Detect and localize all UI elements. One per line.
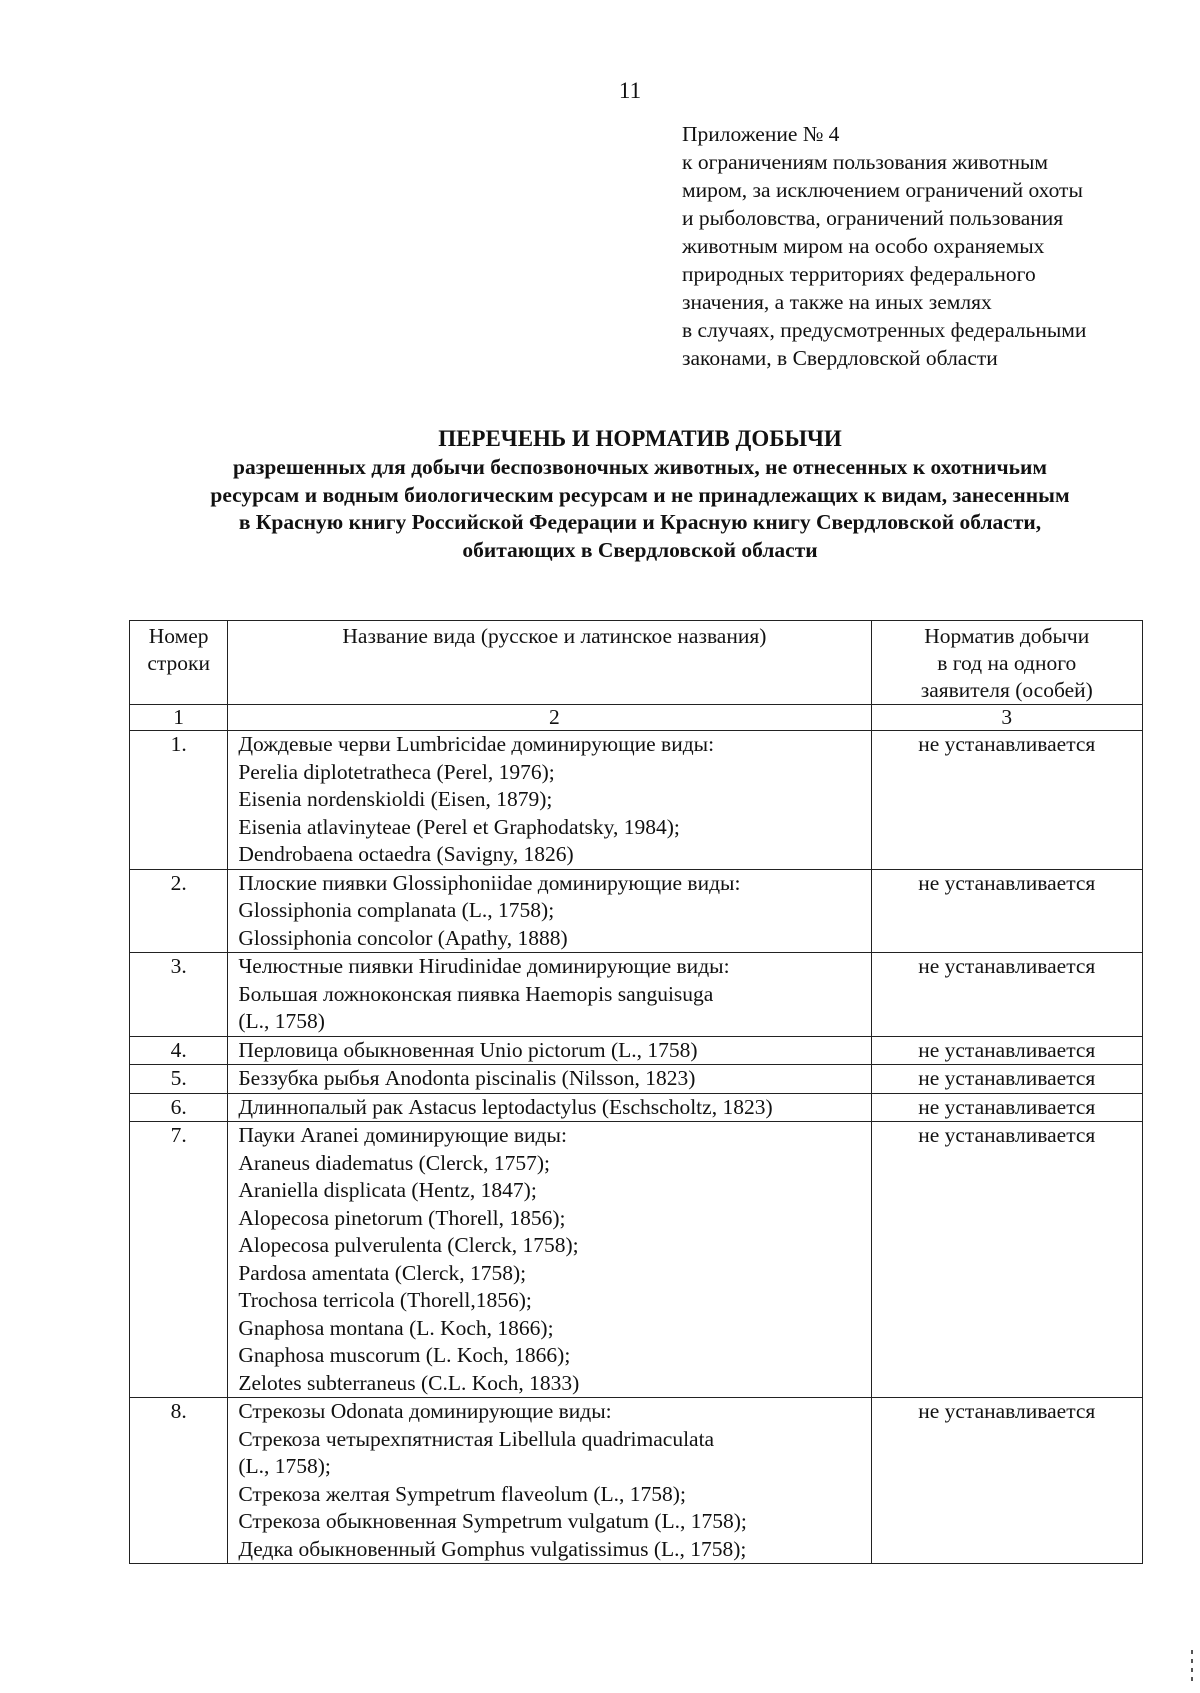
species-line: Плоские пиявки Glossiphoniidae доминирующие виды: — [238, 870, 741, 895]
page-number: 11 — [618, 78, 642, 103]
species-line: (L., 1758) — [238, 1009, 325, 1033]
norm-cell — [871, 953, 1142, 1037]
row-number-cell — [130, 869, 228, 953]
header-line: строки — [147, 651, 210, 675]
subtitle-line: разрешенных для добычи беспозвоночных животных, не отнесенных к охотничьим — [233, 455, 1047, 479]
species-line: Zelotes subterraneus (C.L. Koch, 1833) — [238, 1370, 580, 1395]
row-number-cell — [130, 731, 228, 870]
appendix-line: Приложение № 4 — [682, 122, 840, 146]
species-line: Eisenia nordenskioldi (Eisen, 1879); — [238, 787, 553, 811]
species-line: Pardosa amentata (Clerck, 1758); — [238, 1260, 527, 1285]
species-name-cell — [228, 953, 871, 1037]
norm-value: не устанавливается — [918, 732, 1096, 756]
header-cell-col1 — [130, 621, 228, 705]
species-line: Пауки Aranei доминирующие виды: — [238, 1123, 567, 1147]
table-header-row — [130, 621, 1143, 705]
species-line: Стрекоза четырехпятнистая Libellula quadrimaculata — [238, 1426, 715, 1451]
row-number: 8. — [170, 1399, 187, 1423]
row-number-cell — [130, 1093, 228, 1122]
scan-edge-marks — [1191, 1650, 1194, 1690]
norm-cell — [871, 731, 1142, 870]
norm-value: не устанавливается — [918, 1123, 1096, 1147]
column-number-cell: 3 — [871, 705, 1142, 731]
species-line: (L., 1758); — [238, 1454, 331, 1478]
norm-value: не устанавливается — [918, 1094, 1096, 1119]
row-number: 1. — [170, 732, 187, 756]
species-line: Gnaphosa muscorum (L. Koch, 1866); — [238, 1343, 571, 1367]
norm-cell — [871, 869, 1142, 953]
species-name-cell — [228, 1065, 871, 1094]
appendix-line: в случаях, предусмотренных федеральными — [682, 318, 1087, 342]
species-line: Большая ложноконская пиявка Haemopis sanguisuga — [238, 981, 714, 1006]
appendix-line: миром, за исключением ограничений охоты — [682, 178, 1083, 202]
document-subtitle — [110, 454, 1170, 564]
row-number: 6. — [170, 1094, 187, 1119]
header-line: в год на одного — [937, 651, 1077, 675]
species-line: Alopecosa pinetorum (Thorell, 1856); — [238, 1205, 566, 1230]
appendix-line: природных территориях федерального — [682, 262, 1036, 286]
species-line: Alopecosa pulverulenta (Clerck, 1758); — [238, 1233, 579, 1257]
norm-value: не устанавливается — [918, 1037, 1096, 1062]
species-line: Trochosa terricola (Thorell,1856); — [238, 1288, 532, 1312]
species-line: Дождевые черви Lumbricidae доминирующие виды: — [238, 732, 715, 756]
table-row — [130, 869, 1143, 953]
species-name-cell — [228, 731, 871, 870]
table-row — [130, 731, 1143, 870]
appendix-line: законами, в Свердловской области — [682, 346, 998, 370]
header-cell-col3 — [871, 621, 1142, 705]
appendix-line: животным миром на особо охраняемых — [682, 234, 1045, 258]
appendix-line: и рыболовства, ограничений пользования — [682, 206, 1064, 230]
row-number-cell — [130, 1398, 228, 1564]
norm-cell — [871, 1036, 1142, 1065]
column-number-cell: 1 — [130, 705, 228, 731]
subtitle-line: в Красную книгу Российской Федерации и Красную книгу Свердловской области, — [238, 510, 1042, 534]
row-number: 3. — [170, 954, 187, 978]
table-row — [130, 1398, 1143, 1564]
header-line: Номер — [148, 624, 209, 648]
species-line: Araniella displicata (Hentz, 1847); — [238, 1178, 537, 1202]
species-line: Дедка обыкновенный Gomphus vulgatissimus (L., 1758); — [238, 1536, 747, 1561]
table-row — [130, 1065, 1143, 1094]
norm-cell — [871, 1398, 1142, 1564]
species-line: Перловица обыкновенная Unio pictorum (L., 1758) — [238, 1037, 698, 1062]
norm-value: не устанавливается — [918, 1066, 1096, 1090]
row-number: 7. — [170, 1123, 187, 1147]
table-row — [130, 1093, 1143, 1122]
table-row — [130, 953, 1143, 1037]
species-line: Челюстные пиявки Hirudinidae доминирующие виды: — [238, 954, 730, 978]
appendix-line: значения, а также на иных землях — [682, 290, 992, 314]
document-title-block — [110, 424, 1170, 564]
norm-cell — [871, 1093, 1142, 1122]
header-line: Название вида (русское и латинское названия) — [342, 624, 767, 648]
species-line: Perelia diplotetratheca (Perel, 1976); — [238, 759, 555, 784]
species-line: Araneus diadematus (Clerck, 1757); — [238, 1150, 550, 1175]
row-number-cell — [130, 953, 228, 1037]
appendix-line: к ограничениям пользования животным — [682, 150, 1049, 174]
norm-cell — [871, 1122, 1142, 1398]
species-line: Glossiphonia complanata (L., 1758); — [238, 898, 555, 922]
species-name-cell — [228, 1122, 871, 1398]
header-line: заявителя (особей) — [920, 678, 1093, 702]
species-line: Стрекоза желтая Sympetrum flaveolum (L., 1758); — [238, 1481, 686, 1506]
norm-value: не устанавливается — [918, 870, 1096, 895]
species-name-cell — [228, 1398, 871, 1564]
species-table — [129, 620, 1143, 1564]
column-number-cell: 2 — [228, 705, 871, 731]
species-name-cell — [228, 869, 871, 953]
species-line: Gnaphosa montana (L. Koch, 1866); — [238, 1315, 554, 1340]
species-line: Dendrobaena octaedra (Savigny, 1826) — [238, 842, 574, 866]
row-number-cell — [130, 1122, 228, 1398]
species-name-cell — [228, 1036, 871, 1065]
species-name-cell — [228, 1093, 871, 1122]
species-line: Glossiphonia concolor (Apathy, 1888) — [238, 925, 568, 950]
species-line: Стрекоза обыкновенная Sympetrum vulgatum (L., 1758); — [238, 1509, 747, 1533]
subtitle-line: обитающих в Свердловской области — [462, 537, 818, 562]
row-number-cell — [130, 1036, 228, 1065]
table-column-numbers-row — [130, 705, 1143, 731]
norm-cell — [871, 1065, 1142, 1094]
row-number: 2. — [170, 870, 187, 895]
header-cell-col2 — [228, 621, 871, 705]
species-line: Длиннопалый рак Astacus leptodactylus (Eschscholtz, 1823) — [238, 1094, 773, 1119]
subtitle-line: ресурсам и водным биологическим ресурсам и не принадлежащих к видам, занесенным — [210, 482, 1070, 507]
norm-value: не устанавливается — [918, 954, 1096, 978]
document-title: ПЕРЕЧЕНЬ И НОРМАТИВ ДОБЫЧИ — [438, 426, 842, 451]
header-line: Норматив добычи — [924, 624, 1090, 648]
norm-value: не устанавливается — [918, 1399, 1096, 1423]
species-line: Стрекозы Odonata доминирующие виды: — [238, 1399, 612, 1423]
row-number: 5. — [170, 1066, 187, 1090]
table-row — [130, 1122, 1143, 1398]
row-number-cell — [130, 1065, 228, 1094]
species-line: Eisenia atlavinyteae (Perel et Graphodatsky, 1984); — [238, 814, 680, 839]
appendix-reference — [682, 120, 1182, 372]
row-number: 4. — [170, 1037, 187, 1062]
species-line: Беззубка рыбья Anodonta piscinalis (Nilsson, 1823) — [238, 1066, 696, 1090]
table-row — [130, 1036, 1143, 1065]
